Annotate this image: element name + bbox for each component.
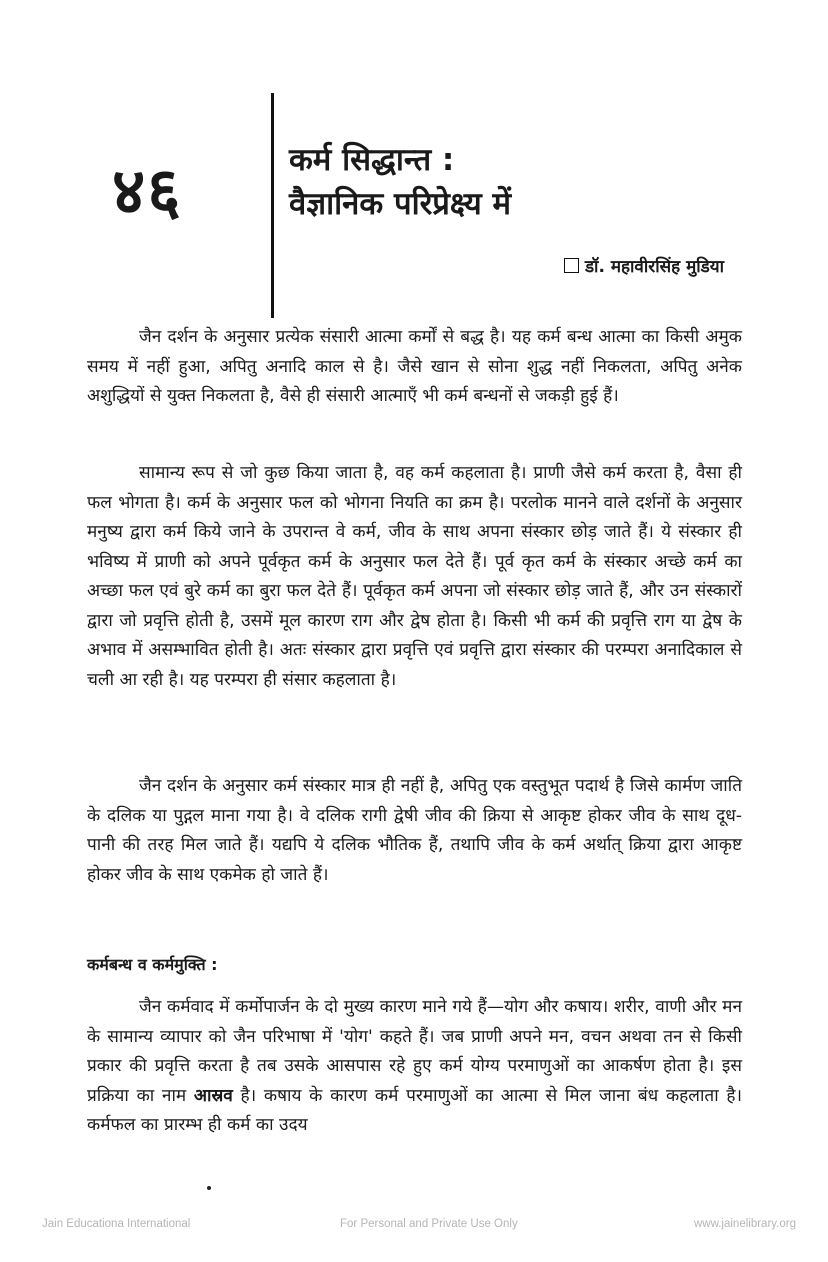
author-byline (564, 254, 724, 277)
square-bullet-icon (564, 258, 579, 273)
footer-publisher: Jain Educationa International (42, 1218, 191, 1230)
title-line-1: कर्म सिद्धान्त : (289, 142, 455, 178)
text-before-term: जैन कर्मवाद में कर्मोपार्जन के दो मुख्य कारण माने गये हैं—योग और कषाय। शरीर, वाणी और मन के सामान्य व्यापार को जैन परिभाषा में 'योग' कहते हैं। जब प्राणी अपने मन, वचन अथवा तन से किसी प्रकार की प्रवृत्ति करता है तब उसके आसपास रहे हुए कर्म योग्य परमाणुओं का आकर्षण होता है। इस प्रक्रिया का नाम (87, 997, 742, 1106)
paragraph-4 (87, 993, 742, 1141)
paragraph-3 (87, 772, 742, 890)
vertical-divider (271, 93, 274, 318)
text-after-term: है। कषाय के कारण कर्म परमाणुओं का आत्मा से मिल जाना बंध कहलाता है। कर्मफल का प्रारम्भ ही कर्म का उदय (87, 1085, 742, 1135)
title-line-2: वैज्ञानिक परिप्रेक्ष्य में (289, 186, 512, 222)
paragraph-text: जैन दर्शन के अनुसार कर्म संस्कार मात्र ही नहीं है, अपितु एक वस्तुभूत पदार्थ है जिसे कार्मण जाति के दलिक या पुद्गल माना गया है। वे दलिक रागी द्वेषी जीव की क्रिया से आकृष्ट होकर जीव के साथ दूध-पानी की तरह मिल जाते हैं। यद्यपि ये दलिक भौतिक हैं, तथापि जीव के कर्म अर्थात् क्रिया द्वारा आकृष्ट होकर जीव के साथ एकमेक हो जाते हैं। (87, 776, 742, 885)
footer-website-link[interactable]: www.jainelibrary.org (693, 1218, 796, 1230)
paragraph-2 (87, 459, 742, 695)
chapter-number: ४६ (112, 155, 183, 229)
section-heading: कर्मबन्ध व कर्ममुक्ति : (87, 955, 218, 974)
paragraph-text (87, 993, 742, 1141)
paragraph-1 (87, 323, 742, 412)
chapter-title (289, 138, 511, 226)
bold-term: आस्रव (193, 1085, 233, 1106)
stray-dot (207, 1186, 211, 1190)
paragraph-text: सामान्य रूप से जो कुछ किया जाता है, वह कर्म कहलाता है। प्राणी जैसे कर्म करता है, वैसा ही फल भोगता है। कर्म के अनुसार फल को भोगना नियति का क्रम है। परलोक मानने वाले दर्शनों के अनुसार मनुष्य द्वारा कर्म किये जाने के उपरान्त वे कर्म, जीव के साथ अपना संस्कार छोड़ जाते हैं। ये संस्कार ही भविष्य में प्राणी को अपने पूर्वकृत कर्म के अनुसार फल देते हैं। पूर्व कृत कर्म के संस्कार अच्छे कर्म का अच्छा फल एवं बुरे कर्म का बुरा फल देते हैं। पूर्वकृत कर्म अपना जो संस्कार छोड़ जाते हैं, और उन संस्कारों द्वारा जो प्रवृत्ति होती है, उसमें मूल कारण राग और द्वेष होता है। किसी भी कर्म की प्रवृत्ति राग या द्वेष के अभाव में असम्भावित होती है। अतः संस्कार द्वारा प्रवृत्ति एवं प्रवृत्ति द्वारा संस्कार की परम्परा अनादिकाल से चली आ रही है। यह परम्परा ही संसार कहलाता है। (87, 463, 743, 690)
paragraph-text: जैन दर्शन के अनुसार प्रत्येक संसारी आत्मा कर्मों से बद्ध है। यह कर्म बन्ध आत्मा का किसी अमुक समय में नहीं हुआ, अपितु अनादि काल से है। जैसे खान से सोना शुद्ध नहीं निकलता, अपितु अनेक अशुद्धियों से युक्त निकलता है, वैसे ही संसारी आत्माएँ भी कर्म बन्धनों से जकड़ी हुई हैं। (87, 327, 742, 406)
footer-usage-note: For Personal and Private Use Only (340, 1218, 518, 1230)
author-name: डॉ. महावीरसिंह मुडिया (584, 257, 724, 277)
